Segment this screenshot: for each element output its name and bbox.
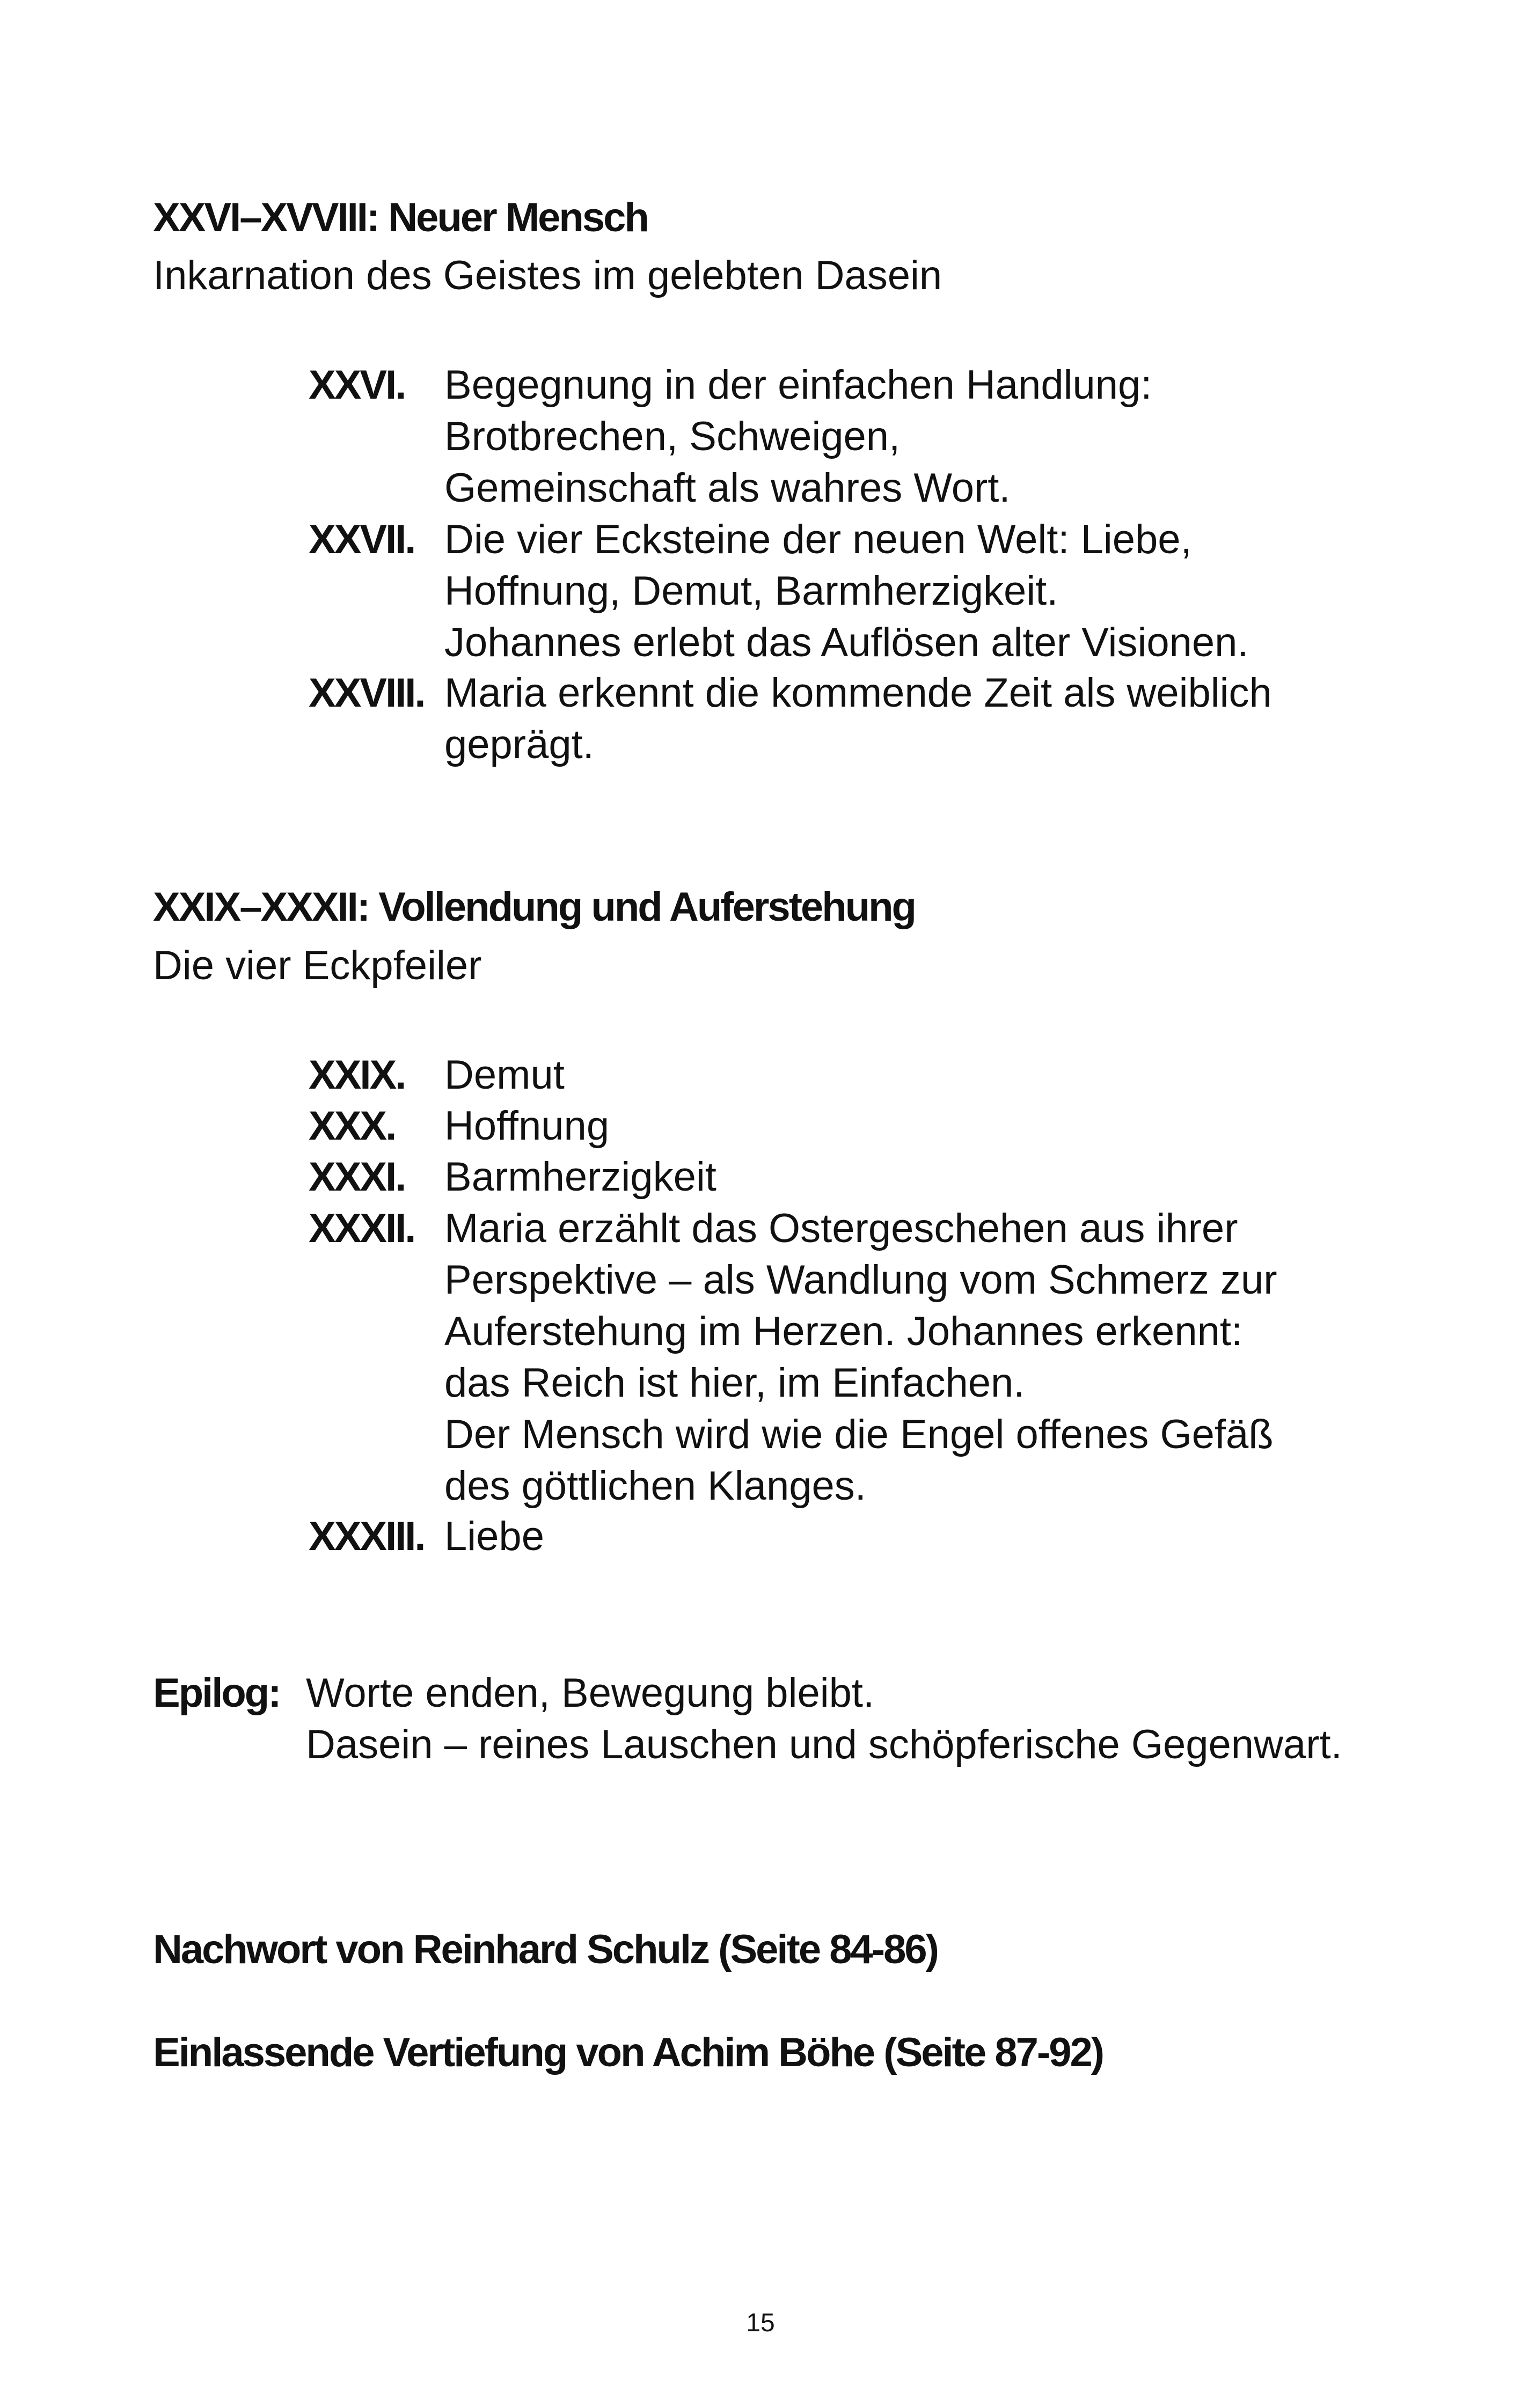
entry-number: XXVII. [309, 517, 415, 562]
toc-entry [309, 1511, 1382, 1562]
toc-entry [309, 1049, 1382, 1101]
section-subtitle-eckpfeiler: Die vier Eckpfeiler [153, 943, 482, 988]
nachwort-reference: Nachwort von Reinhard Schulz (Seite 84-86) [153, 1927, 938, 1972]
section-subtitle-inkarnation: Inkarnation des Geistes im gelebten Dasein [153, 253, 942, 298]
entry-number: XXXII. [309, 1206, 415, 1251]
toc-entry [309, 1203, 1382, 1512]
entry-number: XXX. [309, 1103, 396, 1149]
entry-number: XXXI. [309, 1154, 405, 1200]
toc-entry [309, 359, 1382, 514]
entry-number: XXVI. [309, 362, 405, 408]
toc-entry [309, 1151, 1382, 1203]
entry-text: Maria erzählt das Ostergeschehen aus ihrer Perspektive – als Wandlung vom Schmerz zur Auferstehung im Herzen. Johannes erkennt: das Reich ist hier, im Einfachen. Der Mensch wird wie die Engel offenes Gefäß des göttlichen Klanges. [444, 1206, 1277, 1509]
entry-text: Demut [444, 1052, 565, 1098]
entry-number: XXXIII. [309, 1514, 425, 1559]
toc-entry [309, 667, 1382, 770]
epilog-label: Epilog: [153, 1670, 280, 1716]
epilog-block [153, 1668, 1441, 1771]
entry-text: Hoffnung [444, 1103, 610, 1149]
epilog-text: Worte enden, Bewegung bleibt. Dasein – reines Lauschen und schöpferische Gegenwart. [306, 1670, 1342, 1767]
entry-number: XXIX. [309, 1052, 405, 1098]
section-heading-neuer-mensch: XXVI–XVVIII: Neuer Mensch [153, 195, 648, 240]
toc-entry [309, 1100, 1382, 1152]
entry-text: Maria erkennt die kommende Zeit als weiblich geprägt. [444, 670, 1272, 767]
entry-text: Begegnung in der einfachen Handlung: Brotbrechen, Schweigen, Gemeinschaft als wahres Wort. [444, 362, 1152, 511]
vertiefung-reference: Einlassende Vertiefung von Achim Böhe (Seite 87-92) [153, 2030, 1103, 2075]
entry-text: Barmherzigkeit [444, 1154, 716, 1200]
toc-entry [309, 514, 1382, 669]
entry-text: Die vier Ecksteine der neuen Welt: Liebe, Hoffnung, Demut, Barmherzigkeit. Johannes erlebt das Auflösen alter Visionen. [444, 517, 1249, 665]
page-number: 15 [746, 2309, 775, 2337]
entry-number: XXVIII. [309, 670, 425, 716]
section-heading-vollendung: XXIX–XXXII: Vollendung und Auferstehung [153, 884, 915, 930]
entry-text: Liebe [444, 1514, 544, 1559]
